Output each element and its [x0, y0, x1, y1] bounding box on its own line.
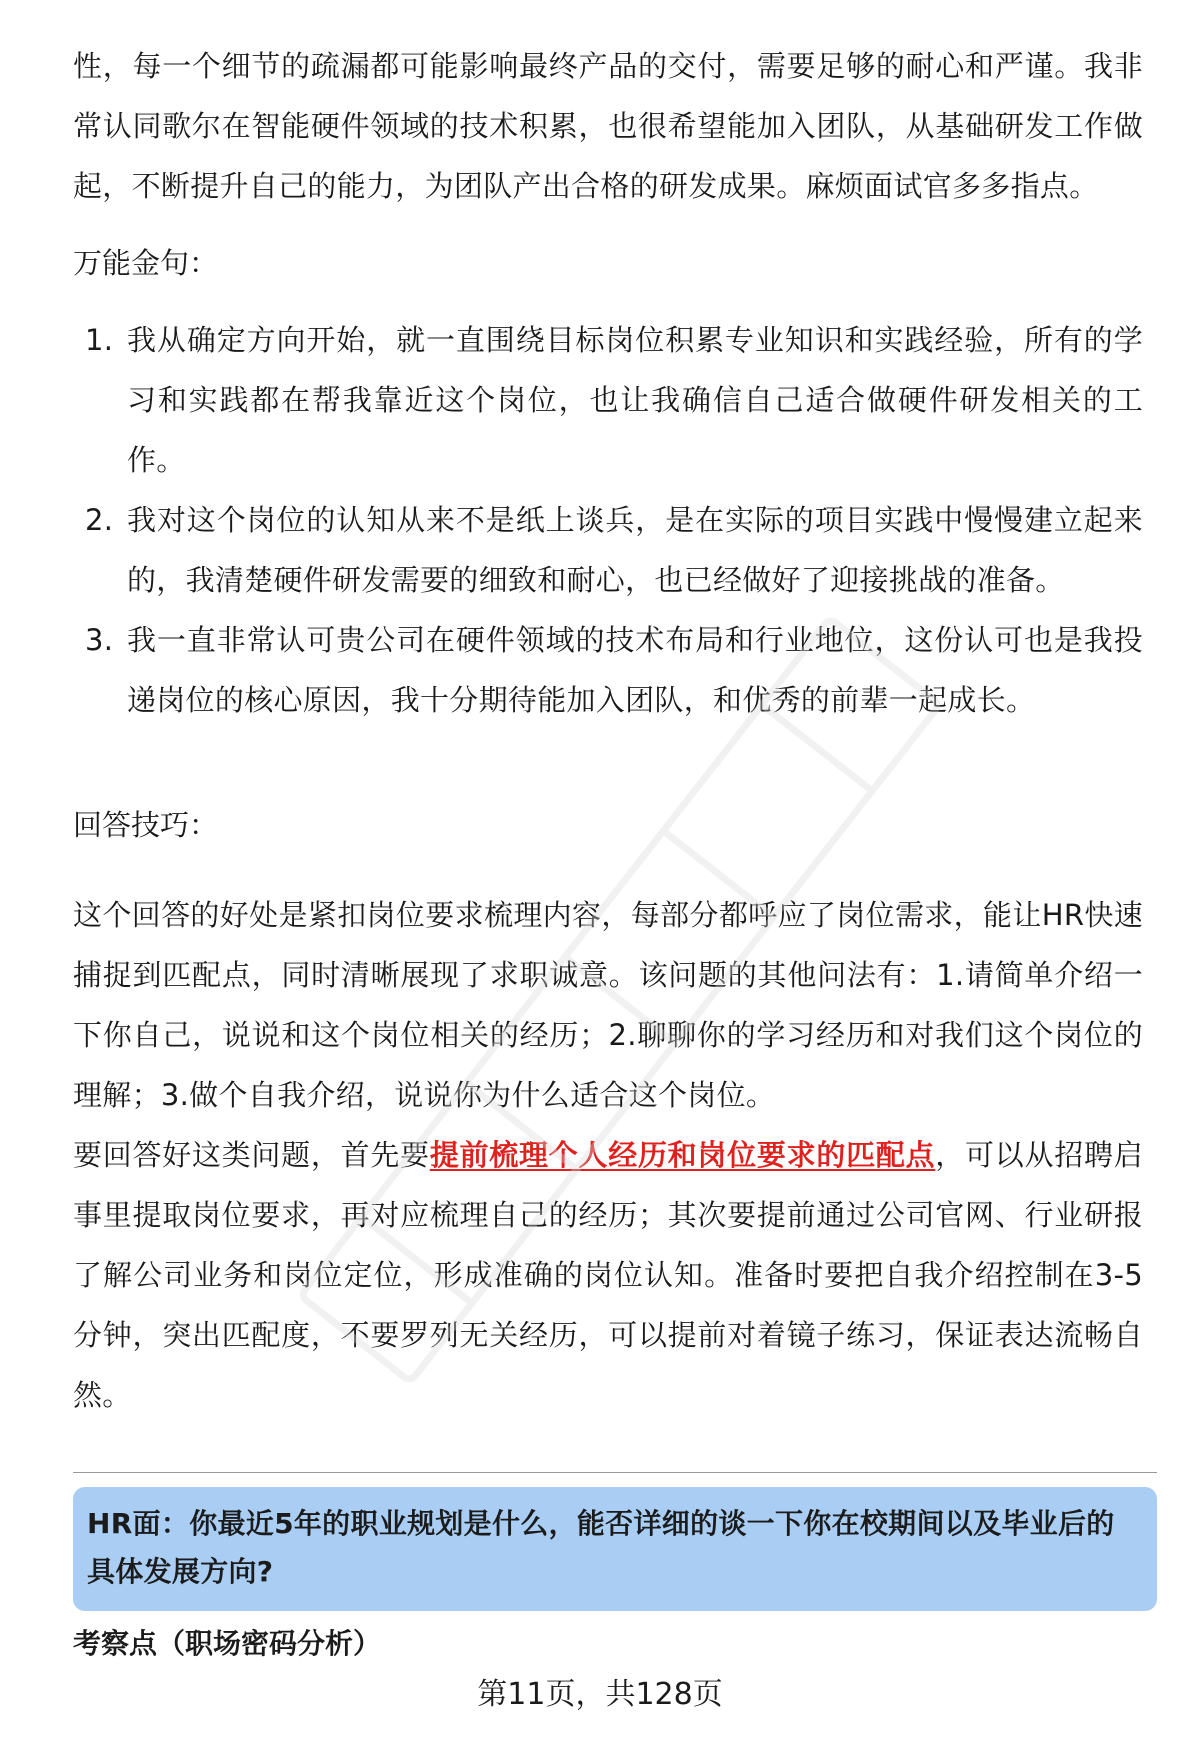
list-item-number: 1. [85, 323, 114, 357]
next-question-text: HR面：你最近5年的职业规划是什么，能否详细的谈一下你在校期间以及毕业后的具体发展方向? [87, 1507, 1115, 1588]
golden-sentences-block [73, 310, 1143, 730]
tips-text-before: 要回答好这类问题，首先要 [73, 1138, 430, 1172]
intro-block [73, 36, 1143, 216]
question-box [73, 1487, 1157, 1611]
golden-label-block [73, 233, 1143, 293]
section-heading: 考察点（职场密码分析） [73, 1627, 382, 1660]
tips-block [73, 885, 1143, 1425]
tips-label: 回答技巧： [73, 808, 219, 842]
intro-paragraph: 性，每一个细节的疏漏都可能影响最终产品的交付，需要足够的耐心和严谨。我非常认同歌尔在智能硬件领域的技术积累，也很希望能加入团队，从基础研发工作做起，不断提升自己的能力，为团队产出合格的研发成果。麻烦面试官多多指点。 [73, 49, 1143, 203]
section-divider [73, 1472, 1157, 1473]
tips-text-after: ，可以从招聘启事里提取岗位要求，再对应梳理自己的经历；其次要提前通过公司官网、行业研报了解公司业务和岗位定位，形成准确的岗位认知。准备时要把自我介绍控制在3-5分钟，突出匹配度，不要罗列无关经历，可以提前对着镜子练习，保证表达流畅自然。 [73, 1138, 1143, 1412]
list-item-text: 我一直非常认可贵公司在硬件领域的技术布局和行业地位，这份认可也是我投递岗位的核心原因，我十分期待能加入团队，和优秀的前辈一起成长。 [127, 623, 1143, 717]
list-item-text: 我从确定方向开始，就一直围绕目标岗位积累专业知识和实践经验，所有的学习和实践都在帮我靠近这个岗位，也让我确信自己适合做硬件研发相关的工作。 [127, 323, 1143, 477]
list-item-text: 我对这个岗位的认知从来不是纸上谈兵，是在实际的项目实践中慢慢建立起来的，我清楚硬件研发需要的细致和耐心，也已经做好了迎接挑战的准备。 [127, 503, 1143, 597]
list-item [73, 310, 1143, 490]
list-item-number: 3. [85, 623, 114, 657]
tips-highlight: 提前梳理个人经历和岗位要求的匹配点 [429, 1138, 936, 1172]
list-item [73, 610, 1143, 730]
list-item [73, 490, 1143, 610]
tips-paragraph-1: 这个回答的好处是紧扣岗位要求梳理内容，每部分都呼应了岗位需求，能让HR快速捕捉到匹配点，同时清晰展现了求职诚意。该问题的其他问法有：1.请简单介绍一下你自己，说说和这个岗位相关的经历；2.聊聊你的学习经历和对我们这个岗位的理解；3.做个自我介绍，说说你为什么适合这个岗位。 [73, 898, 1143, 1112]
tips-label-block [73, 795, 1143, 855]
list-item-number: 2. [85, 503, 114, 537]
tips-paragraph-2 [73, 1125, 1143, 1425]
golden-sentences-label: 万能金句： [73, 246, 219, 280]
golden-sentences-list [73, 310, 1143, 730]
page-number-footer: 第11页，共128页 [477, 1677, 723, 1712]
